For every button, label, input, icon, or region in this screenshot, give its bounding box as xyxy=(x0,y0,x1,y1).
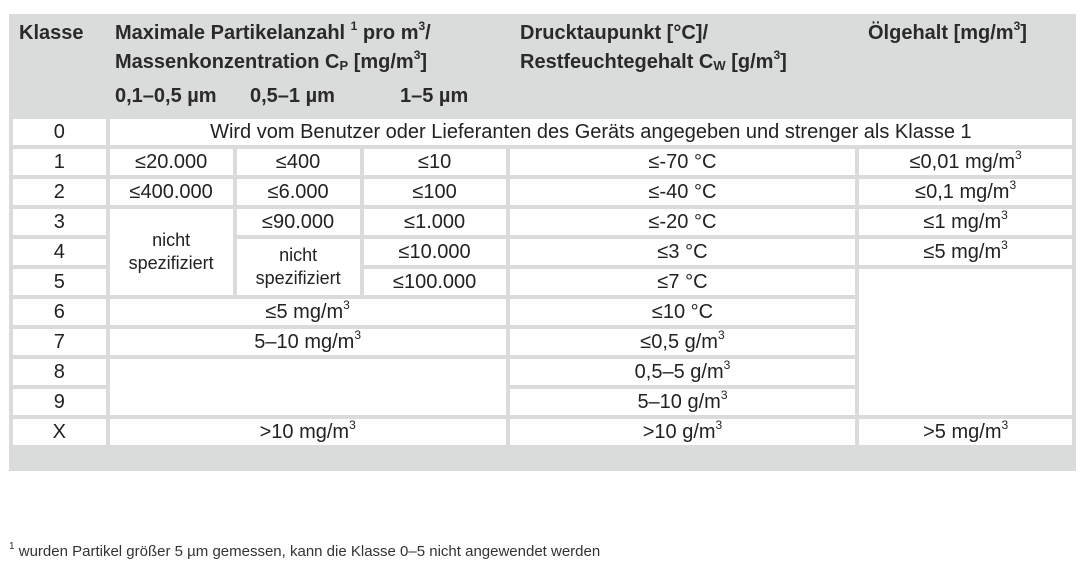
dewpoint-cell: ≤7 °C xyxy=(510,269,856,295)
particles-size2-not-specified: nicht spezifiziert xyxy=(237,239,360,295)
particles-size3-cell: ≤10.000 xyxy=(364,239,506,265)
class-cell: 7 xyxy=(13,329,106,355)
dewpoint-cell: ≤0,5 $g/m^3$ xyxy=(510,329,856,355)
oil-cell: ≤0,01 $mg/m^3$ xyxy=(859,149,1072,175)
mass-concentration-cell: >10 $mg/m^3$ xyxy=(110,419,506,445)
particles-size1-cell: ≤20.000 xyxy=(110,149,233,175)
class-cell: 2 xyxy=(13,179,106,205)
footnote xyxy=(9,543,600,560)
dewpoint-cell: ≤-70 °C xyxy=(510,149,856,175)
table-row xyxy=(13,209,1072,235)
oil-cell: ≤0,1 $mg/m^3$ xyxy=(859,179,1072,205)
class-0-description: Wird vom Benutzer oder Lieferanten des Geräts angegeben und strenger als Klasse 1 xyxy=(110,119,1072,145)
table-row xyxy=(13,419,1072,445)
particles-size2-cell: ≤6.000 xyxy=(237,179,360,205)
header-particles-line2: Massenkonzentration $C_P$ $[mg/m^3]$ xyxy=(115,48,428,73)
oil-cell: >5 $mg/m^3$ xyxy=(859,419,1072,445)
table-row xyxy=(13,119,1072,145)
oil-cell: ≤1 $mg/m^3$ xyxy=(859,209,1072,235)
footnote-mark: 1 xyxy=(9,541,15,552)
class-cell: 8 xyxy=(13,359,106,385)
header-size-3: 1–5 µm xyxy=(400,85,469,107)
table-row xyxy=(13,179,1072,205)
class-cell: X xyxy=(13,419,106,445)
dewpoint-cell: 5–10 $g/m^3$ xyxy=(510,389,856,415)
oil-cell: ≤5 $mg/m^3$ xyxy=(859,239,1072,265)
particles-size2-cell: ≤400 xyxy=(237,149,360,175)
particles-size2-cell: ≤90.000 xyxy=(237,209,360,235)
particles-size3-cell: ≤100.000 xyxy=(364,269,506,295)
class-cell: 1 xyxy=(13,149,106,175)
class-cell: 6 xyxy=(13,299,106,325)
dewpoint-cell: ≤10 °C xyxy=(510,299,856,325)
dewpoint-cell: >10 $g/m^3$ xyxy=(510,419,856,445)
mass-concentration-cell: 5–10 $mg/m^3$ xyxy=(110,329,506,355)
class-cell: 4 xyxy=(13,239,106,265)
class-cell: 3 xyxy=(13,209,106,235)
class-cell: 5 xyxy=(13,269,106,295)
dewpoint-cell: ≤-20 °C xyxy=(510,209,856,235)
particles-size3-cell: ≤100 xyxy=(364,179,506,205)
dewpoint-cell: ≤-40 °C xyxy=(510,179,856,205)
header-dew-line2: Restfeuchtegehalt $C_W$ $[g/m^3]$ xyxy=(520,48,787,73)
class-cell: 0 xyxy=(13,119,106,145)
data-table xyxy=(9,115,1076,449)
header-particles-line1: Maximale Partikelanzahl $^1$ pro $m^3/$ xyxy=(115,19,431,44)
footnote-text: wurden Partikel größer 5 µm gemessen, kann die Klasse 0–5 nicht angewendet werden xyxy=(18,543,601,560)
header-dew-line1: Drucktaupunkt [°C]/ xyxy=(520,22,708,44)
class-cell: 9 xyxy=(13,389,106,415)
header-oil: Ölgehalt $[mg/m^3]$ xyxy=(868,19,1027,44)
dewpoint-cell: ≤3 °C xyxy=(510,239,856,265)
header-size-1: 0,1–0,5 µm xyxy=(115,85,217,107)
mass-concentration-cell: ≤5 $mg/m^3$ xyxy=(110,299,506,325)
particles-size3-cell: ≤1.000 xyxy=(364,209,506,235)
particles-size1-not-specified: nicht spezifiziert xyxy=(110,209,233,295)
particles-size1-cell: ≤400.000 xyxy=(110,179,233,205)
particles-size3-cell: ≤10 xyxy=(364,149,506,175)
header-klasse: Klasse xyxy=(19,22,84,44)
table-row xyxy=(13,149,1072,175)
oil-empty-cell xyxy=(859,269,1072,415)
header-size-2: 0,5–1 µm xyxy=(250,85,335,107)
dewpoint-cell: 0,5–5 $g/m^3$ xyxy=(510,359,856,385)
mass-empty-cell xyxy=(110,359,506,415)
